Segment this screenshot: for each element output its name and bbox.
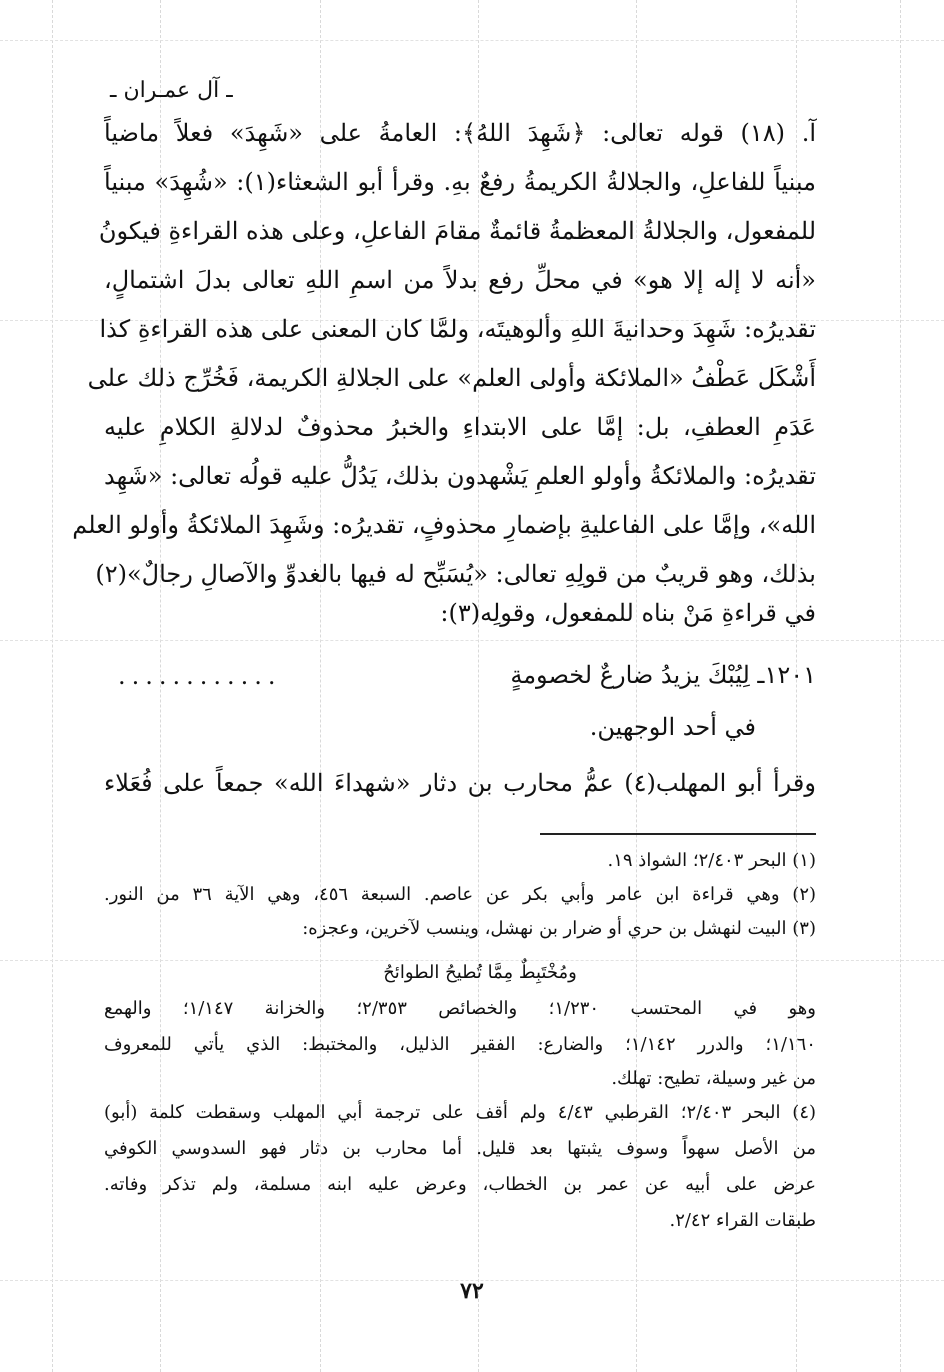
page-number: ٧٢ — [460, 1278, 484, 1304]
grid-line — [900, 0, 901, 1372]
body-line: للمفعول، والجلالةُ المعظمةُ قائمةٌ مقامَ الفاعلِ، وعلى هذه القراءةِ فيكونُ — [98, 217, 816, 245]
body-line: «أنه لا إله إلا هو» في محلِّ رفع بدلاً من اسمِ اللهِ تعالى بدلَ اشتمالٍ، — [104, 266, 816, 294]
footnote-4: (٤) البحر ٢/٤٠٣؛ القرطبي ٤/٤٣ ولم أقف على ترجمة أبي المهلب وسقطت كلمة (أبو) — [104, 1102, 817, 1123]
footnote-4-cont: عرض على أبيه عن عمر بن الخطاب، وعرض عليه ابنه مسلمة، ولم تذكر وفاته. — [104, 1174, 816, 1195]
grid-line — [52, 0, 53, 1372]
body-line: تقديرُه: والملائكةُ وأولو العلمِ يَشْهدون بذلك، يَدُلُّ عليه قولُه تعالى: «شَهِد — [104, 462, 816, 490]
body-line: أَشْكَل عَطْفُ «الملائكة وأولى العلم» على الجلالةِ الكريمة، فَخُرِّج ذلك على — [87, 364, 816, 392]
body-line: مبنياً للفاعلِ، والجلالةُ الكريمةُ رفعٌ بهِ. وقرأ أبو الشعثاء(١): «شُهِدَ» مبنياً — [104, 168, 816, 196]
body-line: وقرأ أبو المهلب(٤) عمُّ محارب بن دثار «شهداءَ الله» جمعاً على فُعَلاء — [104, 769, 816, 797]
body-line: عَدَمِ العطفِ، بل: إمَّا على الابتداءِ والخبرُ محذوفٌ لدلالةِ الكلامِ عليه — [104, 413, 816, 441]
grid-line — [0, 40, 944, 41]
body-line: في قراءةِ مَنْ بناه للمفعول، وقولِه(٣): — [440, 599, 816, 627]
body-line: الله»، وإمَّا على الفاعليةِ بإضمارِ محذوفٍ، تقديرُه: وشَهِدَ الملائكةُ وأولو العلم — [72, 511, 816, 539]
footnote-4-cont: من الأصل سهواً وسوف يثبتها بعد قليل. أما محارب بن دثار فهو السدوسي الكوفي — [104, 1138, 816, 1159]
footnote-3-cont: ١/١٦٠؛ والدرر ١/١٤٢؛ والضارع: الفقير الذليل، والمختبط: الذي يأتي للمعروف — [104, 1034, 816, 1055]
footnote-1: (١) البحر ٢/٤٠٣؛ الشواذ ١٩. — [607, 850, 816, 871]
footnote-3: (٣) البيت لنهشل بن حري أو ضرار بن نهشل، وينسب لآخرين، وعجزه: — [302, 918, 816, 939]
footnote-separator — [540, 833, 816, 835]
footnote-3-cont: وهو في المحتسب ١/٢٣٠؛ والخصائص ٢/٣٥٣؛ والخزانة ١/١٤٧؛ والهمع — [104, 998, 816, 1019]
footnote-4-cont: طبقات القراء ٢/٤٢. — [669, 1210, 816, 1231]
footnote-3-verse: ومُخْتَبِطٌ مِمَّا تُطيحُ الطوائحُ — [383, 962, 577, 983]
footnote-2: (٢) وهي قراءة ابن عامر وأبي بكر عن عاصم. السبعة ٤٥٦، وهي الآية ٣٦ من النور. — [104, 884, 817, 905]
grid-line — [0, 640, 944, 641]
footnote-3-cont: من غير وسيلة، تطيح: تهلك. — [611, 1068, 816, 1089]
body-line: بذلك، وهو قريبٌ من قولِهِ تعالى: «يُسَبِّح له فيها بالغدوِّ والآصالِ رجالٌ»(٢) — [95, 560, 816, 588]
verse-first-half: ١٢٠١ـ لِيُبْكَ يزيدُ ضارعٌ لخصومةٍ — [510, 661, 816, 689]
body-line: تقديرُه: شَهِدَ وحدانيةَ اللهِ وألوهيتَه، ولمَّا كان المعنى على هذه القراءةِ كذا — [99, 315, 816, 343]
body-line: آ. (١٨) قوله تعالى: ﴿شَهِدَ اللهُ﴾: العامةُ على «شَهِدَ» فعلاً ماضياً — [104, 119, 816, 147]
verse-continuation: في أحد الوجهين. — [589, 713, 756, 741]
verse-ellipsis: ............ — [118, 662, 282, 690]
running-header: ـ آل عمـران ـ — [110, 78, 233, 103]
